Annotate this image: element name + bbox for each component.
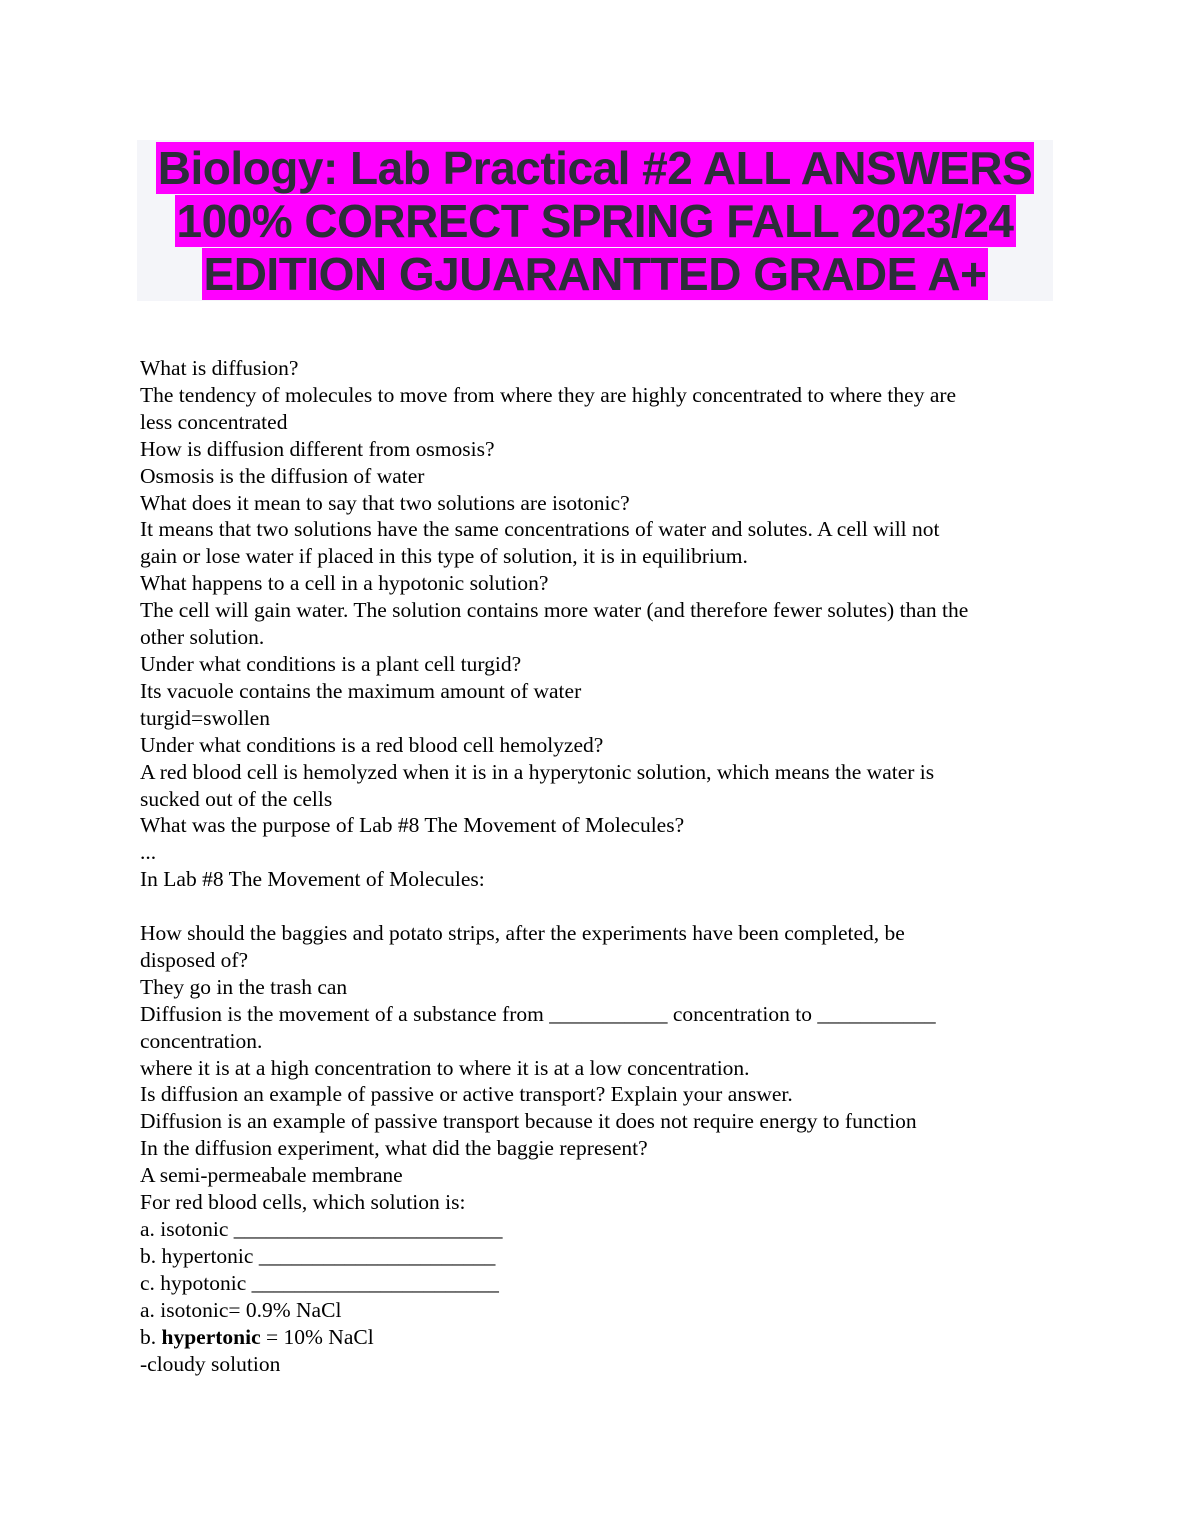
body-line: How should the baggies and potato strips, after the experiments have been completed, be	[140, 921, 905, 946]
title-line-2	[137, 195, 1053, 248]
hypertonic-prefix: b.	[140, 1324, 162, 1349]
body-line: -cloudy solution	[140, 1351, 281, 1376]
body-line: A semi-permeabale membrane	[140, 1163, 403, 1188]
body-line: other solution.	[140, 625, 265, 650]
body-line: What is diffusion?	[140, 356, 299, 380]
body-line: What happens to a cell in a hypotonic solution?	[140, 571, 549, 596]
body-line: In the diffusion experiment, what did the baggie represent?	[140, 1136, 648, 1161]
body-line: A red blood cell is hemolyzed when it is in a hyperytonic solution, which means the water is	[140, 759, 935, 784]
body-line: For red blood cells, which solution is:	[140, 1190, 466, 1215]
title-line-1	[137, 142, 1053, 195]
body-line: a. isotonic= 0.9% NaCl	[140, 1297, 342, 1322]
blank-line	[140, 893, 1050, 920]
document-body	[140, 355, 1050, 1377]
hypertonic-answer-line	[140, 1324, 1050, 1351]
body-line: a. isotonic _________________________	[140, 1216, 503, 1241]
document-title	[137, 140, 1053, 301]
body-line: The tendency of molecules to move from where they are highly concentrated to where they are	[140, 382, 957, 407]
body-line: where it is at a high concentration to where it is at a low concentration.	[140, 1055, 750, 1080]
body-line: Diffusion is an example of passive transport because it does not require energy to function	[140, 1109, 917, 1134]
body-line: gain or lose water if placed in this type of solution, it is in equilibrium.	[140, 544, 748, 569]
body-line: Under what conditions is a red blood cell hemolyzed?	[140, 732, 604, 757]
title-line-2-text: 100% CORRECT SPRING FALL 2023/24	[176, 195, 1014, 247]
body-line: The cell will gain water. The solution contains more water (and therefore fewer solutes) than the	[140, 598, 969, 623]
body-line: concentration.	[140, 1028, 263, 1053]
body-line: b. hypertonic ______________________	[140, 1243, 496, 1268]
body-line: disposed of?	[140, 947, 249, 972]
body-line: turgid=swollen	[140, 705, 270, 730]
body-line: They go in the trash can	[140, 974, 348, 999]
body-line: Osmosis is the diffusion of water	[140, 463, 425, 488]
body-line: c. hypotonic _______________________	[140, 1270, 499, 1295]
body-line: ...	[140, 840, 157, 865]
body-line: What does it mean to say that two solutions are isotonic?	[140, 490, 630, 515]
title-line-3-text: EDITION GJUARANTTED GRADE A+	[203, 248, 987, 300]
body-line: It means that two solutions have the same concentrations of water and solutes. A cell will not	[140, 517, 940, 542]
hypertonic-bold-term: hypertonic	[161, 1324, 261, 1349]
body-line: How is diffusion different from osmosis?	[140, 436, 495, 461]
body-line: What was the purpose of Lab #8 The Movement of Molecules?	[140, 813, 685, 838]
body-line: Diffusion is the movement of a substance from ___________ concentration to ___________	[140, 1001, 936, 1026]
body-line: Its vacuole contains the maximum amount of water	[140, 678, 582, 703]
body-line: In Lab #8 The Movement of Molecules:	[140, 867, 485, 892]
body-line: sucked out of the cells	[140, 786, 333, 811]
body-line: Is diffusion an example of passive or active transport? Explain your answer.	[140, 1082, 793, 1107]
title-line-3	[137, 248, 1053, 301]
body-line: Under what conditions is a plant cell turgid?	[140, 651, 522, 676]
title-line-1-text: Biology: Lab Practical #2 ALL ANSWERS	[157, 142, 1033, 194]
body-line: less concentrated	[140, 409, 288, 434]
hypertonic-suffix: = 10% NaCl	[260, 1324, 374, 1349]
